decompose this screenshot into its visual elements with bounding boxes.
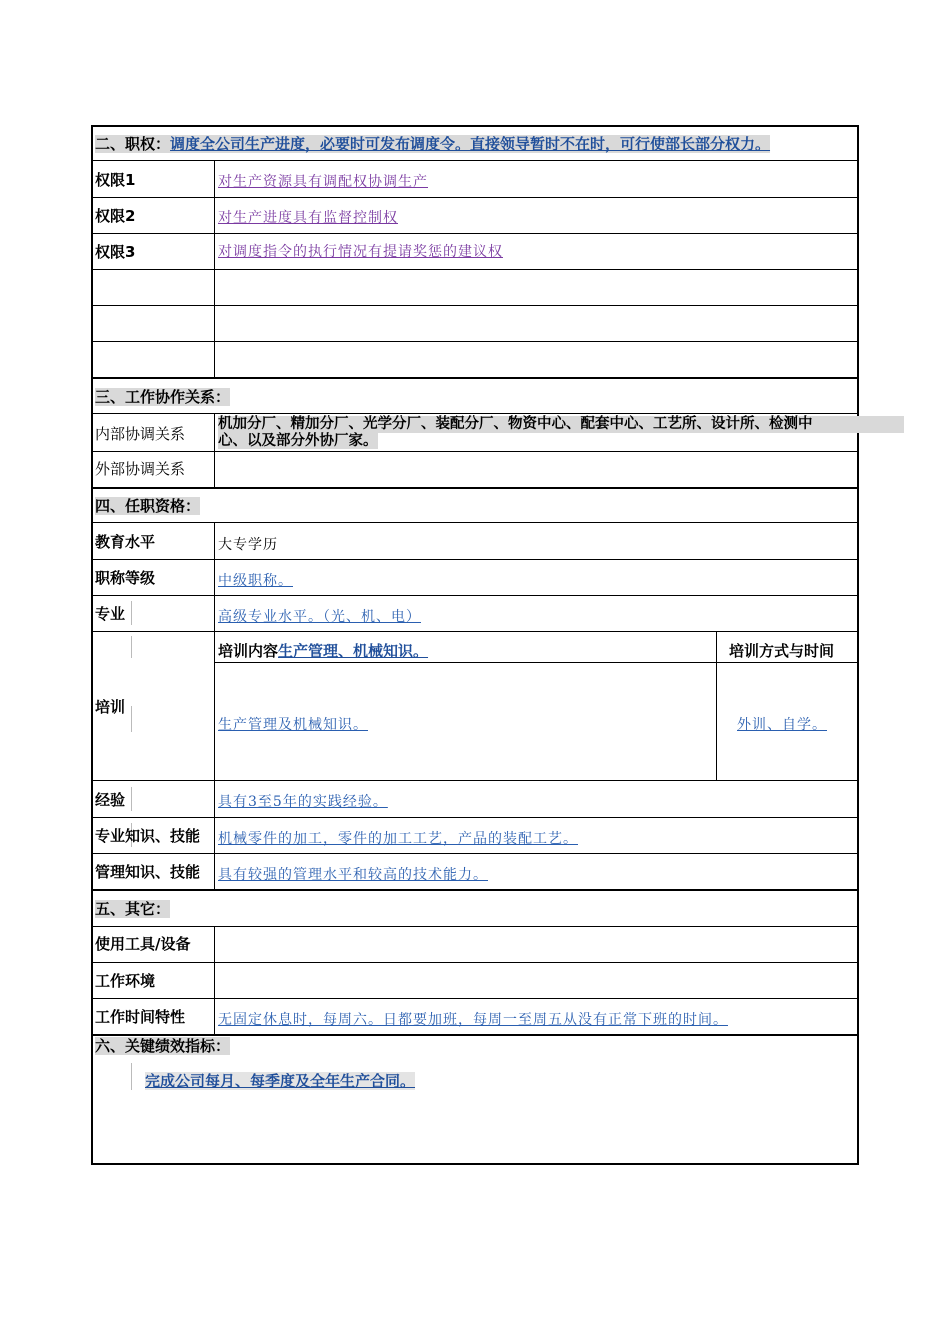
mgmt-skill-label: 管理知识、技能 [95, 863, 201, 881]
text-cursor-mark [131, 787, 132, 811]
major-label: 专业 [95, 605, 126, 623]
section-divider [91, 377, 859, 379]
authority-3-label: 权限3 [95, 243, 136, 261]
title-label: 职称等级 [95, 569, 156, 587]
authority-1-value[interactable]: 对生产资源具有调配权协调生产 [218, 174, 428, 190]
training-content-value[interactable]: 生产管理及机械知识。 [218, 717, 368, 733]
internal-coordination-label: 内部协调关系 [95, 425, 186, 443]
authority-2-label: 权限2 [95, 207, 136, 225]
authority-1-label: 权限1 [95, 171, 136, 189]
row-divider [91, 451, 859, 452]
authority-header-text: 调度全公司生产进度，必要时可发布调度令。直接领导暂时不在时，可行使部长部分权力。 [170, 135, 771, 153]
kpi-value: 完成公司每月、每季度及全年生产合同。 [145, 1072, 416, 1090]
row-divider [214, 662, 859, 663]
text-cursor-mark [131, 1063, 132, 1090]
section-divider [91, 1034, 859, 1036]
text-cursor-mark [131, 636, 132, 658]
external-coordination-label: 外部协调关系 [95, 460, 186, 478]
internal-coordination-value [218, 416, 904, 450]
row-divider [91, 233, 859, 234]
environment-label: 工作环境 [95, 972, 156, 990]
other-section-header: 五、其它： [95, 900, 171, 918]
training-method-value[interactable]: 外训、自学。 [737, 717, 827, 733]
row-divider [91, 559, 859, 560]
qualification-section-header: 四、任职资格： [95, 497, 201, 515]
row-divider [91, 817, 859, 818]
experience-label: 经验 [95, 791, 126, 809]
row-divider [91, 998, 859, 999]
row-divider [91, 962, 859, 963]
row-divider [91, 305, 859, 306]
row-divider [91, 853, 859, 854]
column-divider [214, 413, 215, 488]
authority-3-value[interactable]: 对调度指令的执行情况有提请奖惩的建议权 [218, 244, 503, 260]
education-value: 大专学历 [218, 537, 278, 553]
internal-coordination-line-2: 心、以及部分外协厂家。 [218, 433, 378, 449]
row-divider [91, 522, 859, 523]
experience-value[interactable]: 具有3至5年的实践经验。 [218, 794, 388, 810]
row-divider [91, 341, 859, 342]
section-divider [91, 487, 859, 489]
training-label: 培训 [95, 698, 126, 716]
internal-coordination-line-1: 机加分厂、精加分厂、光学分厂、装配分厂、物资中心、配套中心、工艺所、设计所、检测中 [218, 416, 904, 433]
column-divider [214, 522, 215, 890]
training-content-head: 生产管理、机械知识。 [278, 642, 429, 660]
pro-skill-value[interactable]: 机械零件的加工，零件的加工工艺，产品的装配工艺。 [218, 831, 578, 847]
text-cursor-mark [131, 601, 132, 625]
row-divider [91, 631, 859, 632]
training-content-header [218, 642, 428, 660]
column-divider [214, 926, 215, 1035]
education-label: 教育水平 [95, 533, 156, 551]
tools-label: 使用工具/设备 [95, 935, 191, 953]
authority-2-value[interactable]: 对生产进度具有监督控制权 [218, 210, 398, 226]
title-value[interactable]: 中级职称。 [218, 573, 293, 589]
mgmt-skill-value[interactable]: 具有较强的管理水平和较高的技术能力。 [218, 867, 488, 883]
row-divider [91, 160, 859, 161]
text-cursor-mark [131, 706, 132, 732]
work-time-label: 工作时间特性 [95, 1008, 186, 1026]
training-content-label: 培训内容 [218, 642, 279, 660]
pro-skill-label: 专业知识、技能 [95, 827, 201, 845]
major-value[interactable]: 高级专业水平。（光、机、电） [218, 609, 421, 625]
column-divider [716, 631, 717, 781]
cooperation-section-header: 三、工作协作关系： [95, 388, 231, 406]
authority-section-header [95, 135, 770, 153]
authority-header-label: 二、职权： [95, 135, 171, 153]
column-divider [214, 160, 215, 378]
section-divider [91, 889, 859, 891]
row-divider [91, 780, 859, 781]
training-method-header: 培训方式与时间 [729, 642, 835, 660]
row-divider [91, 269, 859, 270]
row-divider [91, 595, 859, 596]
work-time-value[interactable]: 无固定休息时，每周六。日都要加班，每周一至周五从没有正常下班的时间。 [218, 1012, 728, 1028]
row-divider [91, 926, 859, 927]
row-divider [91, 413, 859, 414]
kpi-section-header: 六、关键绩效指标： [95, 1037, 231, 1055]
row-divider [91, 197, 859, 198]
